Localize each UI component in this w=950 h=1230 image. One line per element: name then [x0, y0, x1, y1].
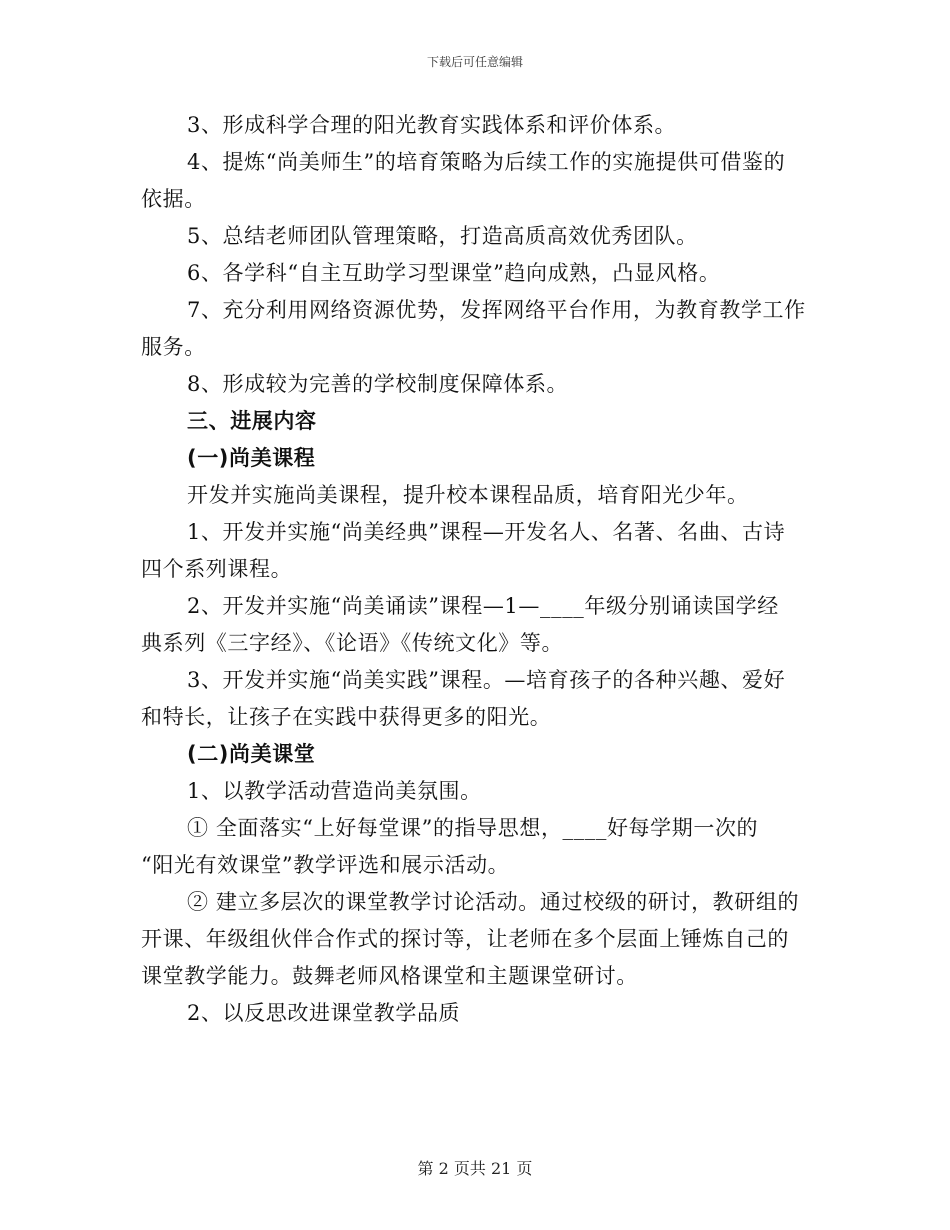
classroom-point-2-cont-2: 课堂教学能力。鼓舞老师风格课堂和主题课堂研讨。: [141, 964, 638, 988]
course-item-3: 3、开发并实施“尚美实践”课程。—培育孩子的各种兴趣、爱好: [187, 668, 786, 692]
classroom-point-2-cont: 开课、年级组伙伴合作式的探讨等，让老师在多个层面上锤炼自己的: [141, 927, 789, 951]
classroom-point-1: ① 全面落实“上好每堂课”的指导思想，____好每学期一次的: [187, 816, 759, 840]
goal-item-7: 7、充分利用网络资源优势，发挥网络平台作用，为教育教学工作: [187, 298, 806, 322]
page-footer: 第 2 页共 21 页: [417, 1159, 533, 1178]
classroom-point-2: ② 建立多层次的课堂教学讨论活动。通过校级的研讨，教研组的: [187, 890, 800, 914]
page-header: 下载后可任意编辑: [426, 55, 523, 69]
course-item-2-cont: 典系列《三字经》、《论语》《传统文化》等。: [141, 631, 564, 655]
goal-item-4: 4、提炼“尚美师生”的培育策略为后续工作的实施提供可借鉴的: [187, 150, 786, 174]
course-item-1-cont: 四个系列课程。: [141, 557, 293, 581]
course-item-3-cont: 和特长，让孩子在实践中获得更多的阳光。: [141, 705, 552, 729]
goal-item-8: 8、形成较为完善的学校制度保障体系。: [187, 372, 569, 396]
document-body: [141, 107, 813, 1032]
classroom-item-2: 2、以反思改进课堂教学品质: [187, 1001, 461, 1025]
classroom-item-1: 1、以教学活动营造尚美氛围。: [187, 779, 482, 803]
goal-item-5: 5、总结老师团队管理策略，打造高质高效优秀团队。: [187, 224, 698, 248]
course-item-1: 1、开发并实施“尚美经典”课程—开发名人、名著、名曲、古诗: [187, 520, 786, 544]
goal-item-3: 3、形成科学合理的阳光教育实践体系和评价体系。: [187, 113, 677, 137]
goal-item-6: 6、各学科“自主互助学习型课堂”趋向成熟，凸显风格。: [187, 261, 721, 285]
goal-item-4-cont: 依据。: [141, 187, 206, 211]
section-heading-3: 三、进展内容: [187, 409, 317, 433]
course-item-2: 2、开发并实施“尚美诵读”课程—1—____年级分别诵读国学经: [187, 594, 779, 618]
classroom-point-1-cont: “阳光有效课堂”教学评选和展示活动。: [141, 853, 510, 877]
course-intro: 开发并实施尚美课程，提升校本课程品质，培育阳光少年。: [187, 483, 749, 507]
subsection-heading-1: (一)尚美课程: [187, 446, 316, 470]
goal-item-7-cont: 服务。: [141, 335, 206, 359]
subsection-heading-2: (二)尚美课堂: [187, 742, 316, 766]
